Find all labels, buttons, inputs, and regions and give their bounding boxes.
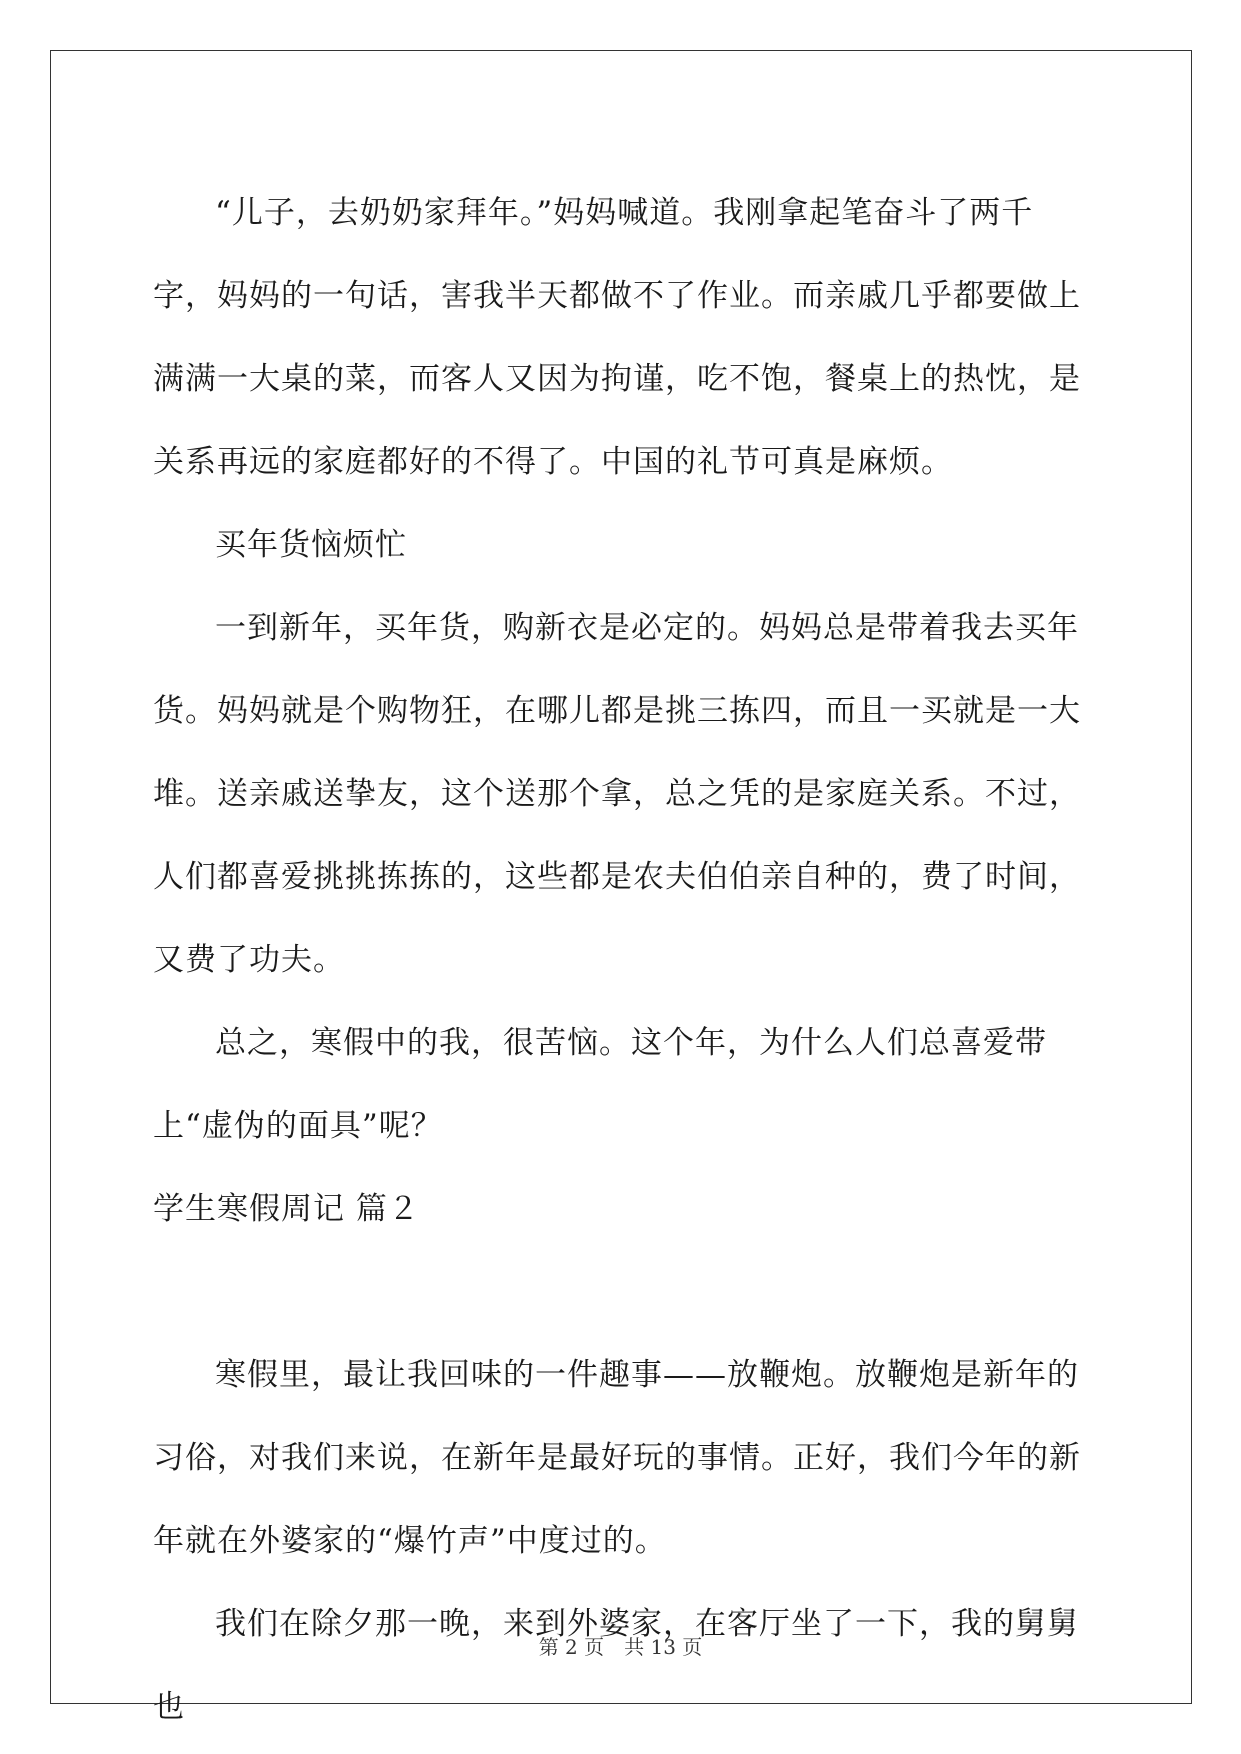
document-body: [153, 172, 1093, 1749]
paragraph-conclusion: 总之，寒假中的我，很苦恼。这个年，为什么人们总喜爱带上“虚伪的面具”呢？: [153, 1025, 1047, 1144]
section-spacer: [153, 1251, 1093, 1334]
subheading-new-year-shopping: 买年货恼烦忙: [215, 527, 407, 563]
paragraph-new-year-shopping: 一到新年，买年货，购新衣是必定的。妈妈总是带着我去买年货。妈妈就是个购物狂，在哪儿都是挑三拣四，而且一买就是一大堆。送亲戚送挚友，这个送那个拿，总之凭的是家庭关系。不过，人们都喜爱挑挑拣拣的，这些都是农夫伯伯亲自种的，费了时间，又费了功夫。: [153, 610, 1081, 978]
paragraph-new-year-visit: “儿子，去奶奶家拜年。”妈妈喊道。我刚拿起笔奋斗了两千字，妈妈的一句话，害我半天都做不了作业。而亲戚几乎都要做上满满一大桌的菜，而客人又因为拘谨，吃不饱，餐桌上的热忱，是关系再远的家庭都好的不得了。中国的礼节可真是麻烦。: [153, 195, 1081, 480]
paragraph-firecrackers: 寒假里，最让我回味的一件趣事——放鞭炮。放鞭炮是新年的习俗，对我们来说，在新年是最好玩的事情。正好，我们今年的新年就在外婆家的“爆竹声”中度过的。: [153, 1357, 1081, 1559]
paragraph-new-year-eve: 我们在除夕那一晚，来到外婆家，在客厅坐了一下，我的舅舅也: [153, 1606, 1079, 1725]
page-footer: 第 2 页 共 13 页: [538, 1635, 703, 1659]
section-heading: 学生寒假周记 篇２: [153, 1191, 420, 1227]
